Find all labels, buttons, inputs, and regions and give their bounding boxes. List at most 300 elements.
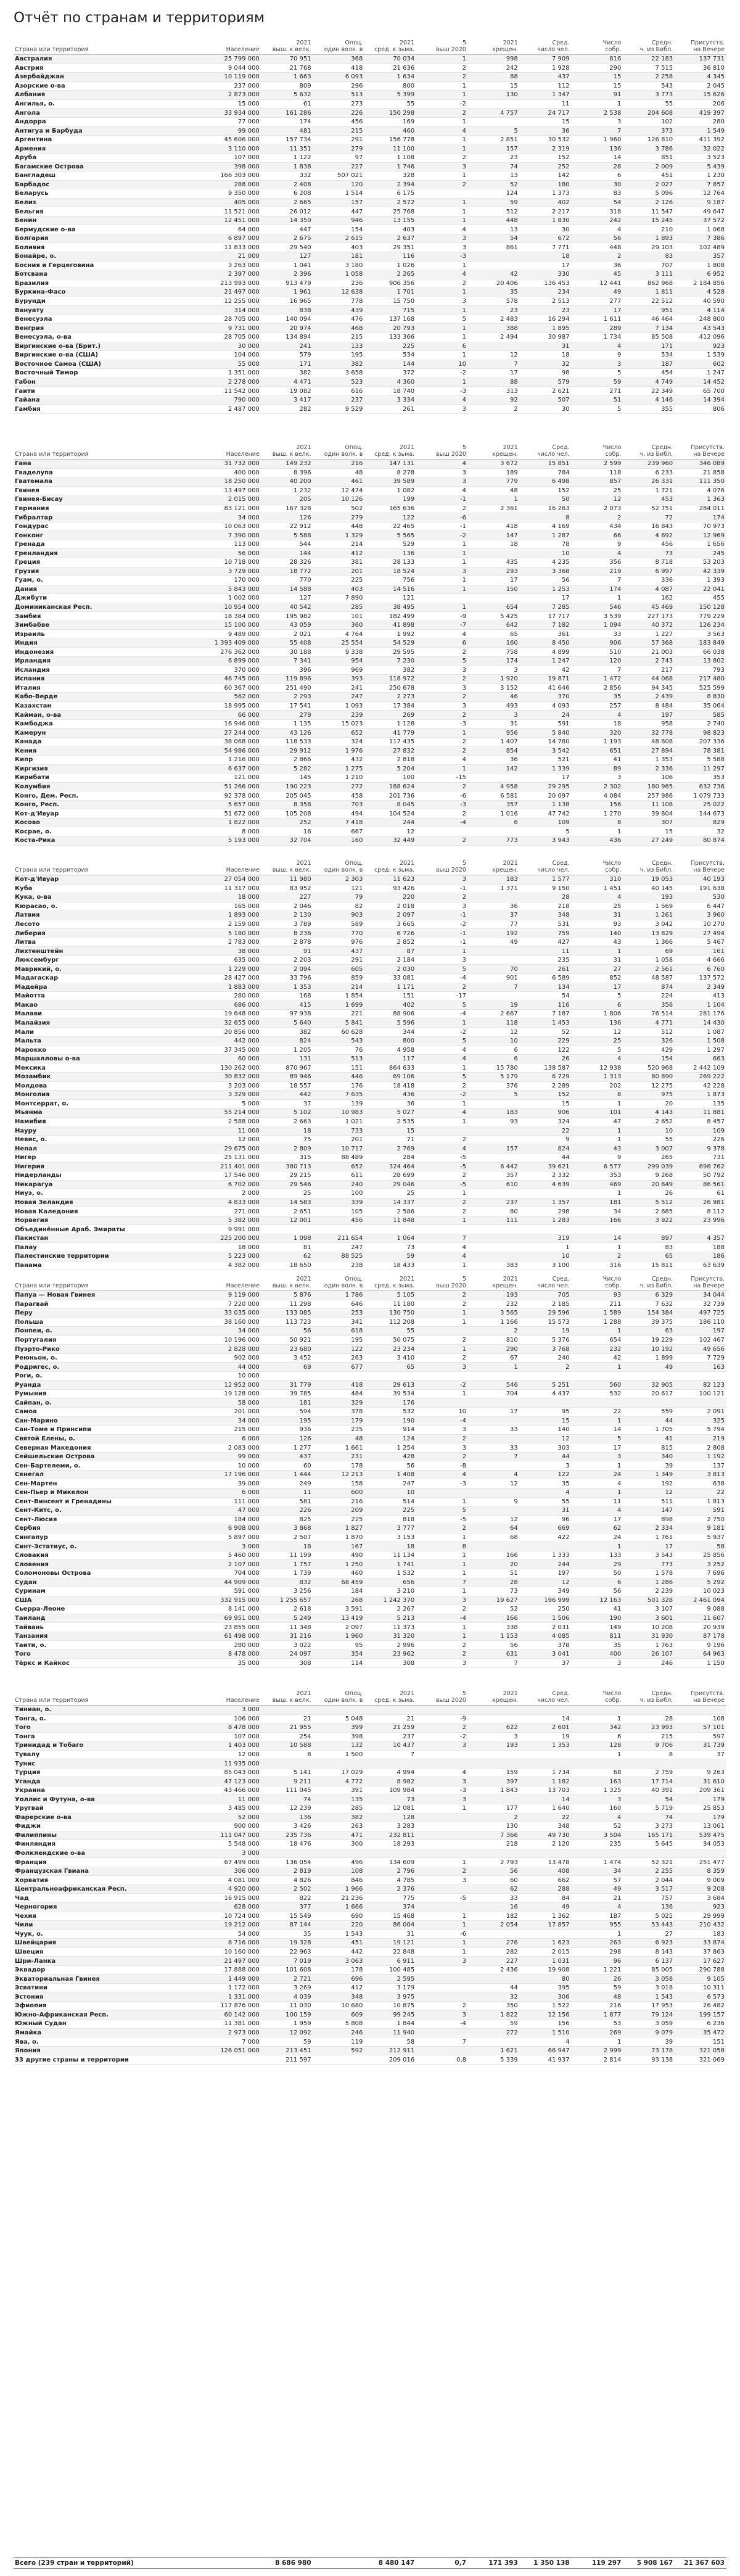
table-cell: 5: [416, 315, 468, 324]
table-cell: 29 912: [261, 746, 313, 756]
table-row: [14, 486, 726, 495]
table-cell: 434: [572, 522, 623, 531]
table-row: [14, 1813, 726, 1822]
country-name: Северная Македония: [14, 1443, 210, 1453]
section-4: [14, 1263, 726, 1668]
table-cell: 1 192: [675, 1452, 726, 1461]
table-row: [14, 1028, 726, 1037]
table-cell: 24 097: [261, 1649, 313, 1659]
table-cell: -1: [416, 495, 468, 505]
table-cell: 502: [313, 504, 365, 513]
table-cell: 4 899: [520, 648, 572, 657]
table-cell: 5 382 000: [210, 1216, 261, 1225]
table-cell: 1 543: [313, 1930, 365, 1939]
table-cell: 201 000: [210, 1408, 261, 1417]
table-cell: 427: [520, 938, 572, 947]
table-cell: -4: [416, 974, 468, 983]
table-cell: 50: [520, 495, 572, 505]
table-cell: 31: [468, 719, 520, 729]
table-cell: 33: [468, 1894, 520, 1903]
table-cell: 8 478 000: [210, 1649, 261, 1659]
table-cell: 55 000: [210, 360, 261, 369]
table-cell: 15 811: [623, 1261, 675, 1270]
table-cell: [468, 1542, 520, 1551]
table-cell: 273: [313, 99, 365, 109]
table-row: [14, 1300, 726, 1309]
country-name: Люксембург: [14, 956, 210, 965]
table-cell: 2 184: [364, 956, 416, 965]
table-cell: [416, 1126, 468, 1136]
table-cell: 26 331: [623, 477, 675, 487]
table-cell: 37 345 000: [210, 1046, 261, 1055]
table-cell: 1 666: [313, 1903, 365, 1912]
column-header: Население: [210, 848, 261, 875]
page-title: Отчёт по странам и территориям: [14, 10, 265, 26]
table-cell: 11 521 000: [210, 207, 261, 217]
table-row: [14, 1732, 726, 1741]
table-cell: 22 963: [261, 1947, 313, 1957]
table-cell: 62: [261, 1252, 313, 1261]
table-cell: 17 196 000: [210, 1470, 261, 1479]
table-cell: 160: [468, 638, 520, 648]
table-cell: 592: [313, 2046, 365, 2055]
country-name: Азербайджан: [14, 73, 210, 82]
table-cell: 17: [468, 369, 520, 378]
table-cell: 2 273: [364, 693, 416, 702]
country-name: Италия: [14, 683, 210, 693]
table-cell: 1 578: [623, 1569, 675, 1578]
table-cell: 47 000: [210, 1506, 261, 1516]
table-cell: -6: [416, 513, 468, 522]
table-cell: 1: [572, 1327, 623, 1336]
table-cell: 98: [520, 369, 572, 378]
section-5: [14, 1678, 726, 2065]
table-cell: 2 030: [364, 965, 416, 974]
table-row: [14, 920, 726, 929]
table-cell: 11 940: [364, 2028, 416, 2037]
table-cell: -9: [416, 1714, 468, 1724]
table-cell: 2: [416, 711, 468, 720]
table-cell: 171: [623, 342, 675, 351]
table-row: [14, 369, 726, 378]
table-cell: 3: [468, 1732, 520, 1741]
table-cell: 512: [468, 207, 520, 217]
column-header: 5 выш 2020: [416, 432, 468, 460]
table-cell: 870 967: [261, 1063, 313, 1073]
table-cell: 23: [520, 306, 572, 315]
table-cell: 7 366: [468, 1831, 520, 1840]
country-name: Гайана: [14, 395, 210, 405]
table-cell: 4 666: [675, 956, 726, 965]
table-row: [14, 956, 726, 965]
table-cell: 9 706: [623, 1741, 675, 1751]
table-cell: 677: [313, 1363, 365, 1372]
table-cell: 19 121: [364, 1939, 416, 1948]
table-cell: 276 362 000: [210, 648, 261, 657]
table-cell: 1 611: [572, 315, 623, 324]
table-cell: 4 771: [623, 1018, 675, 1028]
table-cell: 279: [313, 144, 365, 154]
table-cell: [468, 1930, 520, 1939]
table-cell: 284 011: [675, 504, 726, 513]
table-row: [14, 1659, 726, 1668]
table-row: [14, 540, 726, 549]
country-name: Бермудские о-ва: [14, 225, 210, 234]
table-cell: 19: [468, 1001, 520, 1010]
table-cell: 2 873 000: [210, 91, 261, 100]
table-cell: 14 430: [675, 1018, 726, 1028]
table-cell: 22 512: [623, 297, 675, 306]
table-cell: 5: [416, 1036, 468, 1046]
table-cell: -5: [416, 1153, 468, 1162]
table-cell: 279: [313, 513, 365, 522]
table-cell: 116: [520, 1001, 572, 1010]
table-cell: 1 108: [364, 154, 416, 163]
table-cell: 235: [313, 1426, 365, 1435]
table-cell: 8 000: [210, 827, 261, 836]
country-name: Конго, Респ.: [14, 800, 210, 809]
table-cell: 15: [572, 81, 623, 91]
table-row: [14, 1335, 726, 1345]
table-row: [14, 531, 726, 540]
country-name: Либерия: [14, 929, 210, 938]
table-cell: 2 599: [572, 460, 623, 469]
country-name: Никарагуа: [14, 1180, 210, 1189]
table-cell: 903: [313, 911, 365, 920]
table-cell: 5 249: [261, 1614, 313, 1623]
table-cell: 2 376: [364, 1885, 416, 1894]
table-cell: 6 233: [623, 468, 675, 477]
table-cell: 2 255: [623, 1867, 675, 1876]
table-cell: 10 717: [313, 1144, 365, 1154]
table-cell: 5 645: [623, 1840, 675, 1849]
table-cell: 809: [261, 81, 313, 91]
table-row: [14, 1081, 726, 1091]
table-cell: 147: [468, 531, 520, 540]
table-cell: 1: [572, 1750, 623, 1759]
table-cell: 12 969: [675, 531, 726, 540]
table-cell: 543: [623, 81, 675, 91]
column-header: 2021 выш. к велк.: [261, 1678, 313, 1706]
table-cell: 56: [261, 1327, 313, 1336]
table-cell: 376: [468, 1081, 520, 1091]
table-cell: 11 848: [364, 1216, 416, 1225]
table-cell: 1 058: [623, 956, 675, 965]
table-cell: 2: [416, 2002, 468, 2011]
table-row: [14, 1452, 726, 1461]
table-cell: 26 482: [675, 2002, 726, 2011]
table-cell: 51: [572, 395, 623, 405]
country-name: Габон: [14, 378, 210, 387]
table-cell: -7: [416, 621, 468, 630]
table-cell: 113 000: [210, 540, 261, 549]
table-row: [14, 1318, 726, 1327]
table-cell: 88 489: [313, 1153, 365, 1162]
table-header-row: [14, 1263, 726, 1291]
table-cell: 174: [468, 657, 520, 666]
table-cell: 2: [416, 1434, 468, 1443]
table-cell: 2 107 000: [210, 1560, 261, 1569]
table-cell: 2 572: [364, 198, 416, 207]
table-cell: 13 419: [313, 1614, 365, 1623]
table-row: [14, 234, 726, 243]
table-cell: 5 027: [364, 1108, 416, 1118]
table-cell: 306: [520, 1992, 572, 2002]
table-cell: 7: [572, 666, 623, 675]
table-row: [14, 1479, 726, 1488]
table-cell: 97: [313, 154, 365, 163]
table-cell: 34 000: [210, 1327, 261, 1336]
table-cell: 63: [623, 1327, 675, 1336]
table-cell: 6 000: [210, 1434, 261, 1443]
table-cell: [572, 1849, 623, 1858]
table-cell: 1 333: [520, 1551, 572, 1560]
table-cell: 663: [675, 1054, 726, 1063]
table-cell: 56: [572, 1587, 623, 1596]
table-cell: 1 928: [520, 64, 572, 73]
country-name: Гонконг: [14, 531, 210, 540]
table-row: [14, 1046, 726, 1055]
table-cell: -5: [416, 1515, 468, 1524]
country-name: Испания: [14, 675, 210, 684]
table-cell: 218: [520, 902, 572, 911]
table-cell: 1 830: [520, 216, 572, 225]
column-header: Страна или территория: [14, 432, 210, 460]
table-cell: 4 994: [364, 1768, 416, 1777]
table-cell: 9: [572, 1153, 623, 1162]
table-cell: 1 734: [520, 1768, 572, 1777]
table-cell: 7 187: [520, 1010, 572, 1019]
table-cell: 145: [261, 774, 313, 783]
table-cell: 39 589: [364, 477, 416, 487]
table-cell: 672: [520, 234, 572, 243]
table-cell: 628 000: [210, 1903, 261, 1912]
table-cell: 8 478 000: [210, 1724, 261, 1733]
table-cell: 4 114: [675, 306, 726, 315]
table-cell: [468, 1234, 520, 1243]
table-cell: 4 692: [623, 531, 675, 540]
table-cell: 57: [572, 1876, 623, 1885]
table-cell: 1 827: [313, 1524, 365, 1534]
table-cell: 1: [572, 1930, 623, 1939]
table-cell: 24: [572, 1533, 623, 1542]
table-cell: 370: [520, 693, 572, 702]
table-cell: 55: [364, 1327, 416, 1336]
table-cell: 1 761: [623, 1533, 675, 1542]
table-cell: 3 539: [572, 612, 623, 621]
table-cell: 2 094: [261, 965, 313, 974]
table-cell: 15: [520, 1099, 572, 1108]
table-cell: [261, 1759, 313, 1769]
table-cell: [261, 1371, 313, 1381]
table-cell: 902 000: [210, 1353, 261, 1363]
table-cell: 308: [261, 1659, 313, 1668]
table-cell: 55: [520, 1497, 572, 1506]
table-cell: 1 351 000: [210, 369, 261, 378]
table-cell: 328: [364, 171, 416, 181]
table-cell: 53 443: [623, 1921, 675, 1930]
table-cell: 47 742: [520, 809, 572, 819]
table-cell: 56: [468, 1867, 520, 1876]
table-cell: [468, 1750, 520, 1759]
table-row: [14, 1569, 726, 1578]
country-name: Зимбабве: [14, 621, 210, 630]
table-cell: 93: [572, 920, 623, 929]
table-cell: 2: [468, 1327, 520, 1336]
country-name: Тринидад и Тобаго: [14, 1741, 210, 1751]
table-cell: 186 110: [675, 1318, 726, 1327]
table-cell: 2 494: [468, 332, 520, 342]
table-cell: 9 350 000: [210, 189, 261, 199]
table-cell: 56: [468, 1641, 520, 1650]
table-cell: 17 857: [520, 1921, 572, 1930]
table-cell: 22 183: [623, 55, 675, 64]
table-cell: 82: [313, 902, 365, 911]
table-cell: 209 016: [364, 2055, 416, 2065]
table-cell: 704: [468, 1390, 520, 1399]
table-cell: 26: [572, 1975, 623, 1984]
table-cell: 50 792: [675, 1171, 726, 1181]
table-row: [14, 117, 726, 126]
table-cell: 2 586: [364, 1207, 416, 1216]
table-cell: 5: [520, 827, 572, 836]
table-cell: 3: [572, 117, 623, 126]
table-cell: 156 778: [364, 135, 416, 144]
table-cell: [468, 1153, 520, 1162]
table-cell: 21 497 000: [210, 1957, 261, 1966]
table-cell: [623, 1371, 675, 1381]
table-cell: 338: [468, 1623, 520, 1632]
table-cell: 176: [364, 1398, 416, 1408]
table-cell: 35: [261, 1930, 313, 1939]
table-cell: 213 993 000: [210, 279, 261, 288]
column-header: 2021 крещен.: [468, 1678, 520, 1706]
table-cell: 73: [468, 1587, 520, 1596]
table-cell: 281 176: [675, 1010, 726, 1019]
table-cell: 97 938: [261, 1010, 313, 1019]
table-cell: 530: [675, 893, 726, 902]
country-name: Германия: [14, 504, 210, 513]
table-cell: 76: [313, 1046, 365, 1055]
table-cell: 2 045: [675, 81, 726, 91]
table-cell: 35: [520, 1479, 572, 1488]
table-cell: 654: [572, 1335, 623, 1345]
table-cell: 74: [261, 1795, 313, 1804]
table-cell: 269 222: [675, 1073, 726, 1082]
table-cell: 107 000: [210, 154, 261, 163]
table-cell: 54: [520, 992, 572, 1001]
table-cell: 4: [416, 1243, 468, 1252]
country-name: Чили: [14, 1921, 210, 1930]
table-row: [14, 612, 726, 621]
table-cell: 1 408: [364, 1470, 416, 1479]
table-cell: 25: [572, 1036, 623, 1046]
table-row: [14, 782, 726, 791]
table-cell: 117 435: [364, 737, 416, 746]
table-cell: 2 185: [520, 1300, 572, 1309]
table-cell: 41: [572, 756, 623, 765]
table-row: [14, 818, 726, 827]
table-cell: 393: [313, 675, 365, 684]
table-cell: 202: [572, 1081, 623, 1091]
table-cell: 3 180: [313, 261, 365, 270]
table-row: [14, 1353, 726, 1363]
column-header: Опоц. один волк. в: [313, 1263, 365, 1291]
table-cell: 3 000: [210, 1706, 261, 1715]
table-cell: 31: [572, 911, 623, 920]
table-cell: 329: [313, 1398, 365, 1408]
table-cell: 204 608: [623, 109, 675, 118]
table-cell: 174: [572, 585, 623, 594]
table-cell: 11 134: [364, 1551, 416, 1560]
table-cell: 1: [416, 1533, 468, 1542]
table-cell: 34 053: [675, 1840, 726, 1849]
table-cell: 130 750: [364, 1309, 416, 1318]
table-cell: 132: [313, 1741, 365, 1751]
table-cell: 51: [468, 1569, 520, 1578]
table-cell: 150 128: [675, 603, 726, 612]
table-cell: 109: [520, 818, 572, 827]
table-cell: 29 215: [261, 1171, 313, 1181]
table-cell: 793: [675, 666, 726, 675]
column-header: Опоц. один волк. в: [313, 27, 365, 55]
table-cell: 3: [416, 162, 468, 171]
table-cell: 28 699: [364, 1171, 416, 1181]
table-cell: 247: [364, 1479, 416, 1488]
table-cell: 81: [261, 1243, 313, 1252]
table-cell: 6: [416, 638, 468, 648]
table-cell: 1: [416, 1623, 468, 1632]
table-cell: 288: [520, 1885, 572, 1894]
table-cell: 3: [416, 405, 468, 414]
table-cell: 969: [313, 666, 365, 675]
table-cell: 356: [572, 558, 623, 568]
table-cell: 1 227: [623, 630, 675, 639]
table-cell: 340: [623, 1452, 675, 1461]
country-name: Уганда: [14, 1777, 210, 1786]
table-cell: 1: [416, 1318, 468, 1327]
table-cell: 127: [261, 252, 313, 262]
table-cell: 10 680: [313, 2002, 365, 2011]
country-name: Исландия: [14, 666, 210, 675]
table-row: [14, 99, 726, 109]
table-cell: 1: [416, 1189, 468, 1199]
table-cell: [468, 1488, 520, 1498]
table-cell: 20 406: [468, 279, 520, 288]
table-row: [14, 1714, 726, 1724]
country-name: Бангладеш: [14, 171, 210, 181]
table-cell: 156: [520, 2020, 572, 2029]
table-cell: 40 391: [623, 1786, 675, 1795]
table-cell: 3: [416, 875, 468, 885]
table-cell: [572, 1706, 623, 1715]
table-row: [14, 836, 726, 845]
table-cell: 705: [520, 1291, 572, 1300]
table-cell: 315: [261, 1153, 313, 1162]
table-cell: 2 667: [468, 1010, 520, 1019]
country-name: Буркина-Фасо: [14, 288, 210, 297]
table-cell: 272: [313, 782, 365, 791]
table-cell: 120: [313, 180, 365, 189]
table-cell: 1 746: [364, 162, 416, 171]
table-cell: [416, 1849, 468, 1858]
table-cell: 3 410: [364, 1353, 416, 1363]
table-cell: 53: [572, 2020, 623, 2029]
country-name: Камерун: [14, 729, 210, 738]
table-cell: 10 160 000: [210, 1947, 261, 1957]
table-row: [14, 585, 726, 594]
table-cell: 1 656: [675, 540, 726, 549]
